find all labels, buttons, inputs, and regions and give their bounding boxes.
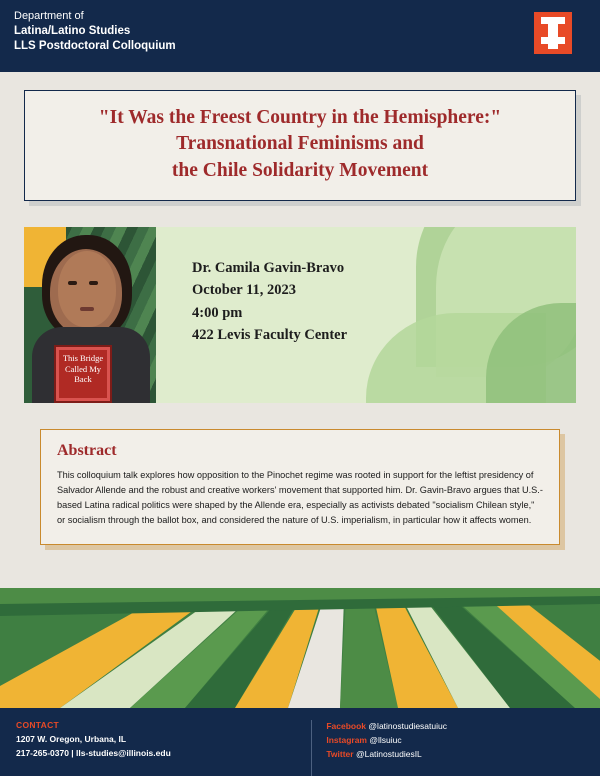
title-section: [0, 72, 600, 201]
book-title: This Bridge Called My Back: [62, 352, 104, 385]
social-handle-facebook: @latinostudiesatuiuc: [368, 721, 447, 731]
block-i-logo-icon: [534, 12, 572, 54]
field-artwork: [0, 588, 600, 708]
page-header: [0, 0, 600, 72]
field-stripes-icon: [0, 588, 600, 708]
abstract-body: This colloquium talk explores how opposition to the Pinochet regime was rooted in support for the leftist presidency of Salvador Allende and the robust and creative workers' movement that supported him. Dr. Gavin-Bravo argues that U.S.-based Latina radical politics were shaped by the Allende era, especially as activists debated "socialism Chilean style," or socialism through the ballot box, and considered the nature of U.S. imperialism, in particular how it affects women.: [57, 469, 543, 525]
photo-eye-right: [89, 281, 98, 285]
contact-block: [16, 720, 311, 776]
event-location: 422 Levis Faculty Center: [192, 327, 348, 344]
social-handle-instagram: @llsuiuc: [369, 734, 402, 745]
title-line-2: Transnational Feminisms and: [176, 133, 424, 155]
social-block: [311, 720, 584, 776]
title-line-1: "It Was the Freest Country in the Hemisphere:": [98, 107, 502, 128]
speaker-name: Dr. Camila Gavin-Bravo: [192, 259, 345, 276]
social-item-facebook[interactable]: [326, 720, 584, 734]
social-network-facebook: Facebook: [326, 721, 367, 731]
contact-phone-email: 217-265-0370 | lls-studies@illinois.edu: [16, 747, 171, 758]
department-prefix: Department of: [14, 10, 84, 22]
speaker-photo: [24, 227, 156, 403]
series-name: LLS Postdoctoral Colloquium: [14, 40, 176, 53]
social-network-twitter: Twitter: [326, 748, 354, 759]
speaker-info-lines: [192, 257, 576, 347]
abstract-box: [40, 429, 560, 545]
speaker-details: [156, 227, 576, 403]
title-box: [24, 90, 576, 201]
abstract-heading: Abstract: [57, 441, 117, 459]
contact-heading: CONTACT: [16, 720, 60, 730]
social-handle-twitter: @LatinostudiesIL: [355, 748, 422, 759]
event-time: 4:00 pm: [192, 304, 243, 321]
department-block: [14, 9, 176, 55]
department-name: Latina/Latino Studies: [14, 24, 131, 37]
photo-mouth: [80, 307, 94, 311]
social-network-instagram: Instagram: [326, 734, 367, 745]
book-cover: [54, 345, 112, 403]
title-line-3: the Chile Solidarity Movement: [171, 159, 429, 181]
photo-face: [58, 251, 116, 327]
contact-address: 1207 W. Oregon, Urbana, IL: [16, 734, 127, 744]
speaker-band: [24, 227, 576, 403]
photo-eye-left: [68, 281, 77, 285]
event-date: October 11, 2023: [192, 282, 297, 299]
social-item-instagram[interactable]: [326, 734, 584, 748]
social-item-twitter[interactable]: [326, 748, 584, 762]
page-footer: [0, 708, 600, 776]
